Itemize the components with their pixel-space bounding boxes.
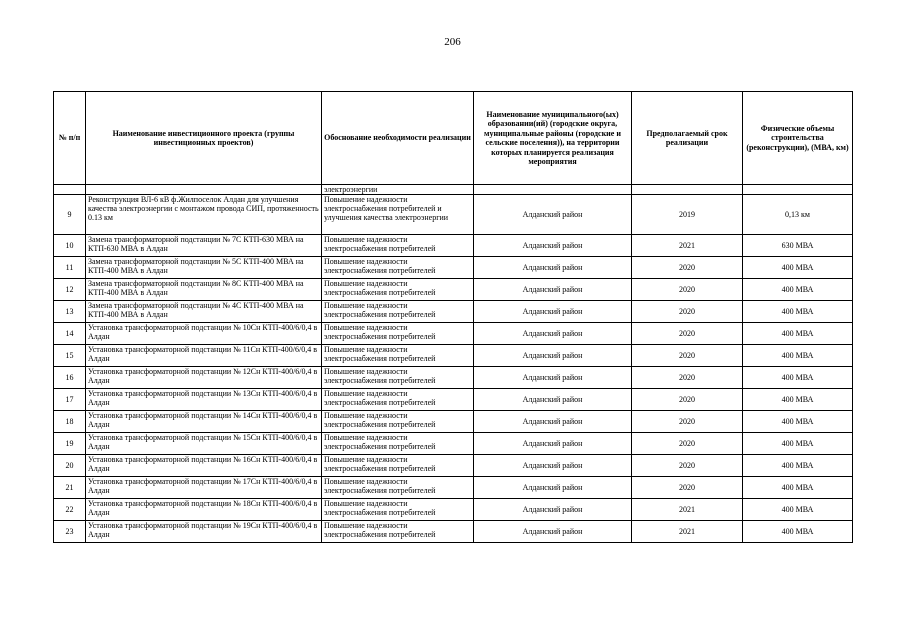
reason-cell: Повышение надежности электроснабжения потребителей <box>322 345 474 367</box>
municipality-cell: Алданский район <box>474 367 632 389</box>
project-name-cell: Установка трансформаторной подстанции № 17Сн КТП-400/6/0,4 в Алдан <box>86 477 322 499</box>
row-number: 14 <box>54 323 86 345</box>
municipality-cell: Алданский район <box>474 279 632 301</box>
table-row <box>54 323 853 345</box>
volume-cell: 400 МВА <box>743 323 853 345</box>
header-reason: Обоснование необходимости реализации <box>322 92 474 185</box>
row-number: 18 <box>54 411 86 433</box>
municipality-cell: Алданский район <box>474 345 632 367</box>
project-name-cell: Замена трансформаторной подстанции № 5С КТП-400 МВА на КТП-400 МВА в Алдан <box>86 257 322 279</box>
header-num: № п/п <box>54 92 86 185</box>
project-name-cell: Установка трансформаторной подстанции № 19Сн КТП-400/6/0,4 в Алдан <box>86 521 322 543</box>
term-cell: 2020 <box>632 257 743 279</box>
table-row <box>54 301 853 323</box>
investment-projects-table <box>53 91 853 543</box>
row-number: 23 <box>54 521 86 543</box>
volume-cell: 630 МВА <box>743 235 853 257</box>
municipality-cell: Алданский район <box>474 301 632 323</box>
reason-cell: Повышение надежности электроснабжения потребителей <box>322 477 474 499</box>
row-number: 22 <box>54 499 86 521</box>
term-cell: 2020 <box>632 323 743 345</box>
project-name-cell: Установка трансформаторной подстанции № 16Сн КТП-400/6/0,4 в Алдан <box>86 455 322 477</box>
row-number: 19 <box>54 433 86 455</box>
reason-cell: Повышение надежности электроснабжения потребителей <box>322 521 474 543</box>
table-row <box>54 499 853 521</box>
header-municipality: Наименование муниципального(ых) образовании(ий) (городские округа, муниципальные районы (городские и сельские поселения)), на территории которых планируется реализация мероприятия <box>474 92 632 185</box>
header-row <box>54 92 853 185</box>
row-number: 12 <box>54 279 86 301</box>
reason-cell: Повышение надежности электроснабжения потребителей <box>322 367 474 389</box>
row-number: 10 <box>54 235 86 257</box>
row-number: 13 <box>54 301 86 323</box>
term-cell: 2020 <box>632 411 743 433</box>
table-row <box>54 433 853 455</box>
municipality-cell: Алданский район <box>474 257 632 279</box>
project-name-cell: Установка трансформаторной подстанции № 14Сн КТП-400/6/0,4 в Алдан <box>86 411 322 433</box>
volume-cell: 400 МВА <box>743 477 853 499</box>
term-cell: 2020 <box>632 477 743 499</box>
reason-cell: Повышение надежности электроснабжения потребителей <box>322 433 474 455</box>
volume-cell: 400 МВА <box>743 521 853 543</box>
reason-cell: Повышение надежности электроснабжения потребителей <box>322 389 474 411</box>
volume-cell: 400 МВА <box>743 499 853 521</box>
row-number: 9 <box>54 195 86 235</box>
project-name-cell: Установка трансформаторной подстанции № 12Сн КТП-400/6/0,4 в Алдан <box>86 367 322 389</box>
volume-cell: 0,13 км <box>743 195 853 235</box>
reason-cell: Повышение надежности электроснабжения потребителей <box>322 411 474 433</box>
header-volume: Физические объемы строительства (реконструкции), (МВА, км) <box>743 92 853 185</box>
project-name-cell: Установка трансформаторной подстанции № 11Сн КТП-400/6/0,4 в Алдан <box>86 345 322 367</box>
municipality-cell: Алданский район <box>474 477 632 499</box>
project-name-cell: Реконструкция ВЛ-6 кВ ф.Жилпоселок Алдан для улучшения качества электроэнергии с монтажом провода СИП, протяженность 0.13 км <box>86 195 322 235</box>
project-name-cell: Установка трансформаторной подстанции № 18Сн КТП-400/6/0,4 в Алдан <box>86 499 322 521</box>
municipality-cell: Алданский район <box>474 323 632 345</box>
project-name-cell: Установка трансформаторной подстанции № 10Сн КТП-400/6/0,4 в Алдан <box>86 323 322 345</box>
volume-cell: 400 МВА <box>743 433 853 455</box>
table-row <box>54 195 853 235</box>
reason-cell: Повышение надежности электроснабжения потребителей <box>322 301 474 323</box>
reason-cell: Повышение надежности электроснабжения потребителей <box>322 279 474 301</box>
project-name-cell: Замена трансформаторной подстанции № 7С КТП-630 МВА на КТП-630 МВА в Алдан <box>86 235 322 257</box>
row-number: 20 <box>54 455 86 477</box>
volume-cell: 400 МВА <box>743 345 853 367</box>
row-number: 15 <box>54 345 86 367</box>
table-row <box>54 521 853 543</box>
row-number: 11 <box>54 257 86 279</box>
municipality-cell: Алданский район <box>474 195 632 235</box>
table-row <box>54 455 853 477</box>
municipality-cell: Алданский район <box>474 521 632 543</box>
reason-cell: Повышение надежности электроснабжения потребителей <box>322 257 474 279</box>
volume-cell: 400 МВА <box>743 455 853 477</box>
volume-cell: 400 МВА <box>743 279 853 301</box>
term-cell: 2021 <box>632 499 743 521</box>
table-row <box>54 389 853 411</box>
table-row <box>54 279 853 301</box>
project-name-cell: Замена трансформаторной подстанции № 8С КТП-400 МВА на КТП-400 МВА в Алдан <box>86 279 322 301</box>
row-number: 17 <box>54 389 86 411</box>
volume-cell: 400 МВА <box>743 367 853 389</box>
term-cell: 2020 <box>632 345 743 367</box>
volume-cell: 400 МВА <box>743 389 853 411</box>
reason-cell: Повышение надежности электроснабжения потребителей и улучшения качества электроэнергии <box>322 195 474 235</box>
reason-cell: Повышение надежности электроснабжения потребителей <box>322 455 474 477</box>
table-row <box>54 477 853 499</box>
municipality-cell: Алданский район <box>474 411 632 433</box>
municipality-cell: Алданский район <box>474 433 632 455</box>
header-project-name: Наименование инвестиционного проекта (группы инвестиционных проектов) <box>86 92 322 185</box>
header-term: Предполагаемый срок реализации <box>632 92 743 185</box>
table-row <box>54 345 853 367</box>
page-number: 206 <box>444 36 461 48</box>
project-name-cell: Установка трансформаторной подстанции № 13Сн КТП-400/6/0,4 в Алдан <box>86 389 322 411</box>
table-row <box>54 235 853 257</box>
volume-cell: 400 МВА <box>743 301 853 323</box>
term-cell: 2020 <box>632 389 743 411</box>
project-name-cell: Замена трансформаторной подстанции № 4С КТП-400 МВА на КТП-400 МВА в Алдан <box>86 301 322 323</box>
continuation-text: электроэнергии <box>322 185 474 195</box>
row-number: 21 <box>54 477 86 499</box>
table-row <box>54 411 853 433</box>
municipality-cell: Алданский район <box>474 455 632 477</box>
term-cell: 2020 <box>632 279 743 301</box>
municipality-cell: Алданский район <box>474 389 632 411</box>
continuation-row <box>54 185 853 195</box>
term-cell: 2020 <box>632 433 743 455</box>
volume-cell: 400 МВА <box>743 257 853 279</box>
table-row <box>54 257 853 279</box>
reason-cell: Повышение надежности электроснабжения потребителей <box>322 499 474 521</box>
term-cell: 2020 <box>632 301 743 323</box>
project-name-cell: Установка трансформаторной подстанции № 15Сн КТП-400/6/0,4 в Алдан <box>86 433 322 455</box>
term-cell: 2021 <box>632 521 743 543</box>
volume-cell: 400 МВА <box>743 411 853 433</box>
reason-cell: Повышение надежности электроснабжения потребителей <box>322 235 474 257</box>
table-row <box>54 367 853 389</box>
term-cell: 2020 <box>632 455 743 477</box>
municipality-cell: Алданский район <box>474 499 632 521</box>
term-cell: 2019 <box>632 195 743 235</box>
term-cell: 2021 <box>632 235 743 257</box>
municipality-cell: Алданский район <box>474 235 632 257</box>
term-cell: 2020 <box>632 367 743 389</box>
reason-cell: Повышение надежности электроснабжения потребителей <box>322 323 474 345</box>
row-number: 16 <box>54 367 86 389</box>
